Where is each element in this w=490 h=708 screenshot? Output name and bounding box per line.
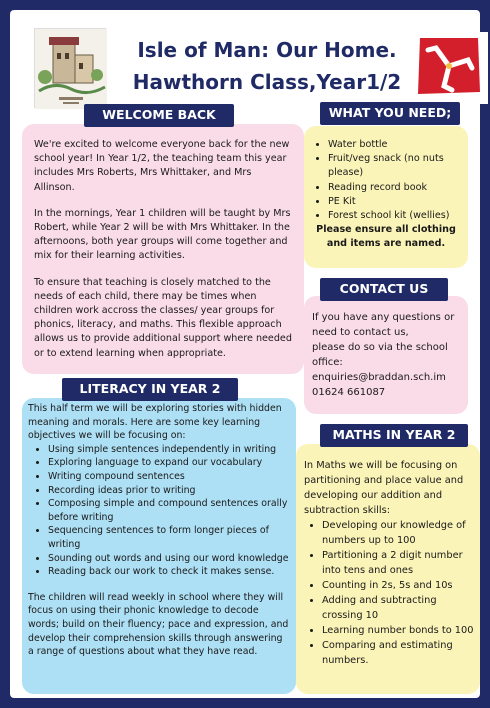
welcome-box (22, 124, 304, 374)
list-item: • Reading record book (328, 181, 460, 195)
castle-sketch-image (34, 28, 106, 108)
list-item: • Forest school kit (wellies) (328, 209, 460, 223)
contact-line-2: please do so via the school office: (312, 342, 448, 368)
list-item: • Exploring language to expand our vocabulary (48, 456, 290, 470)
title-line-2: Hawthorn Class,Year1/2 (132, 70, 402, 94)
maths-heading: MATHS IN YEAR 2 (320, 424, 468, 447)
list-item: • Writing compound sentences (48, 470, 290, 484)
isle-of-man-flag-icon (408, 32, 488, 104)
list-item: • Adding and subtracting crossing 10 (322, 593, 474, 623)
list-item: • Sequencing sentences to form longer pieces of writing (48, 524, 290, 551)
contact-box (304, 296, 468, 414)
maths-objectives-list (304, 518, 474, 668)
list-item: • Partitioning a 2 digit number into tens and ones (322, 548, 474, 578)
what-you-need-box (304, 126, 468, 268)
named-items-note: Please ensure all clothing and items are named. (316, 224, 456, 250)
page-title (122, 34, 412, 98)
what-you-need-list (312, 138, 460, 223)
contact-email: enquiries@braddan.sch.im (312, 372, 446, 383)
contact-phone: 01624 661087 (312, 387, 386, 398)
welcome-paragraph-1: We're excited to welcome everyone back for the new school year! In Year 1/2, the teaching team this year includes Mrs Roberts, Mrs Whittaker, and Mrs Allinson. (34, 139, 290, 193)
list-item: • Composing simple and compound sentences orally before writing (48, 497, 290, 524)
what-you-need-heading: WHAT YOU NEED; (320, 102, 460, 125)
welcome-paragraph-3: To ensure that teaching is closely matched to the needs of each child, there may be times when children work accross the classes/ year groups for phonics, literacy, and maths. This flexible approach allows us to provide additional support where needed or to extend learning when appropriate. (34, 276, 292, 359)
list-item: • PE Kit (328, 195, 460, 209)
list-item: • Reading back our work to check it makes sense. (48, 565, 290, 579)
welcome-paragraph-2: In the mornings, Year 1 children will be taught by Mrs Robert, while Year 2 will be with Mrs Whittaker. In the afternoons, both year groups will come together and mix for their learning activities. (34, 207, 291, 262)
list-item: • Counting in 2s, 5s and 10s (322, 578, 474, 593)
literacy-objectives-list (28, 443, 290, 579)
welcome-heading: WELCOME BACK (84, 104, 234, 127)
literacy-outro: The children will read weekly in school where they will focus on using their phonic knowledge to decode words; build on their fluency; pace and expression, and develop their comprehension skills through answering a range of questions about what they have read. (28, 591, 289, 658)
literacy-intro: This half term we will be exploring stories with hidden meaning and morals. Here are some key learning objectives we will be focusing on: (28, 403, 282, 442)
contact-line-1: If you have any questions or need to contact us, (312, 312, 455, 338)
literacy-heading: LITERACY IN YEAR 2 (62, 378, 238, 401)
contact-heading: CONTACT US (320, 278, 448, 301)
title-line-1: Isle of Man: Our Home. (137, 38, 397, 62)
list-item: • Learning number bonds to 100 (322, 623, 474, 638)
list-item: • Comparing and estimating numbers. (322, 638, 474, 668)
list-item: • Fruit/veg snack (no nuts please) (328, 152, 460, 180)
newsletter-page (10, 10, 480, 698)
list-item: • Sounding out words and using our word knowledge (48, 552, 290, 566)
list-item: • Developing our knowledge of numbers up to 100 (322, 518, 474, 548)
maths-intro: In Maths we will be focusing on partitioning and place value and developing our addition and subtraction skills: (304, 460, 464, 516)
maths-box (296, 444, 480, 694)
list-item: • Recording ideas prior to writing (48, 484, 290, 498)
list-item: • Using simple sentences independently in writing (48, 443, 290, 457)
literacy-box (22, 398, 296, 694)
list-item: • Water bottle (328, 138, 460, 152)
